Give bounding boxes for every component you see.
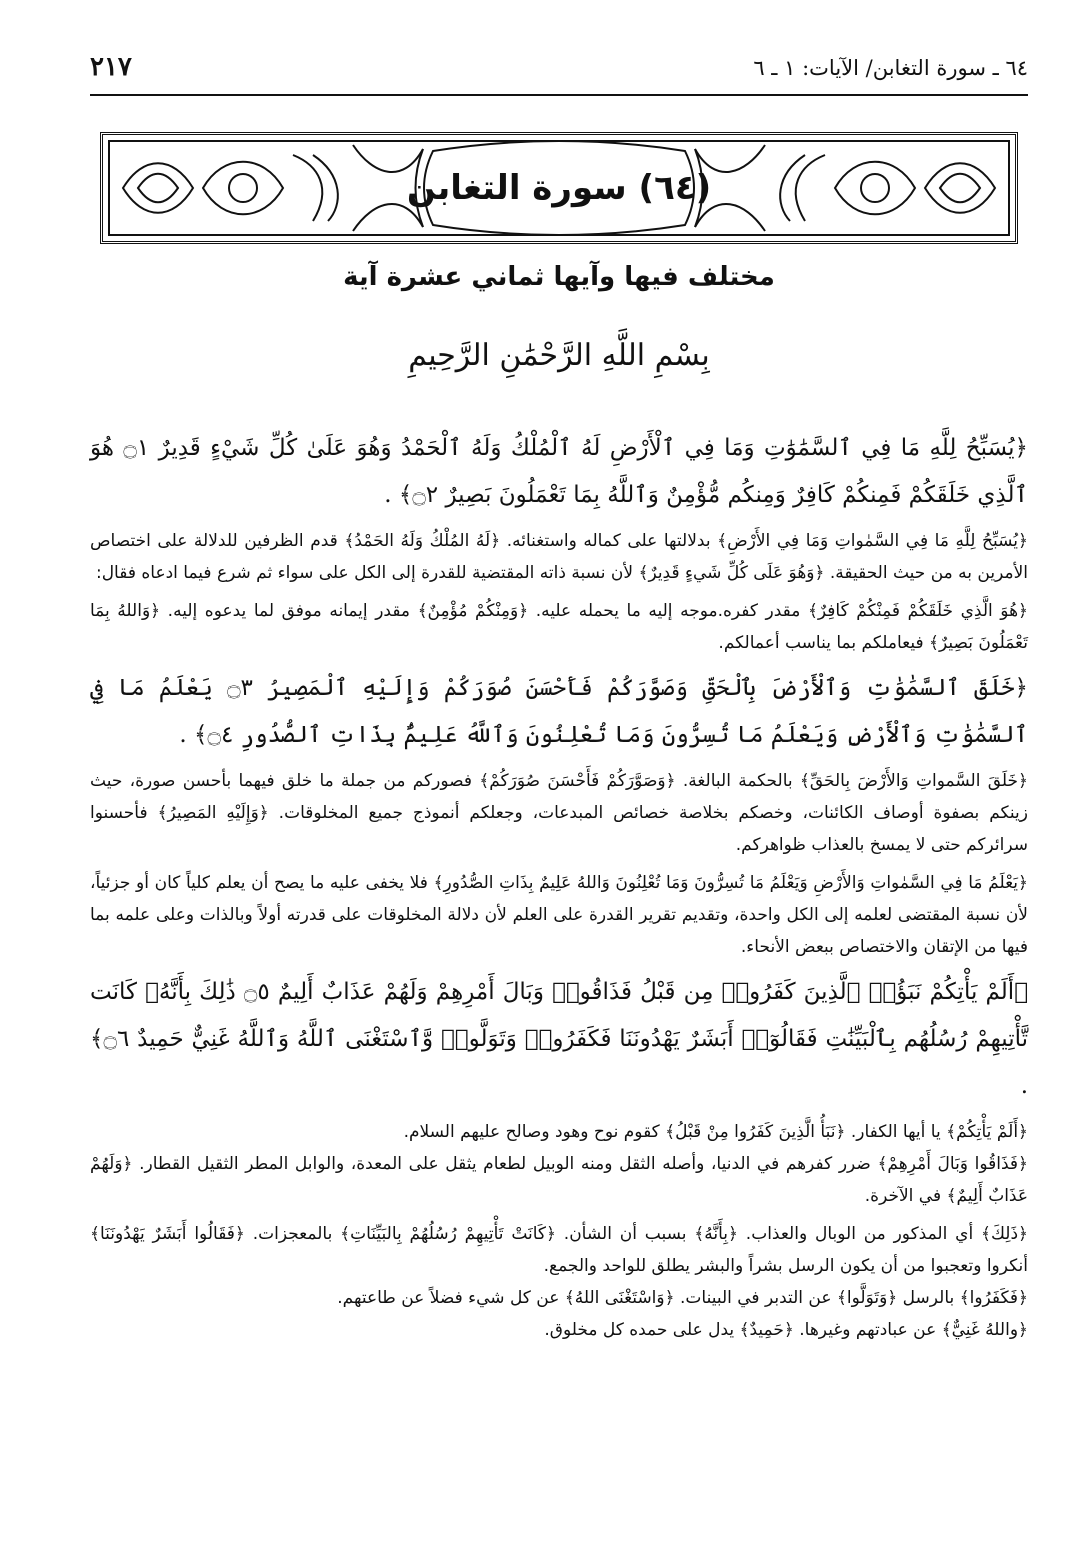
commentary-paragraph: ﴿هُوَ الَّذِي خَلَقَكُمْ فَمِنْكُمْ كَافِرٌ﴾ مقدر كفره.موجه إليه ما يحمله عليه. ﴿وَمِنْكُمْ مُؤْمِنٌ﴾ مقدر إيمانه موفق لما يدعوه إليه. ﴿وَاللهُ بِمَا تَعْمَلُونَ بَصِيرٌ﴾ فيعاملكم بما يناسب أعمالكم. [90, 601, 1028, 653]
commentary-paragraph: ﴿ذَلِكَ﴾ أي المذكور من الوبال والعذاب. ﴿بِأَنَّهُ﴾ بسبب أن الشأن. ﴿كَانَتْ تَأْتِيهِمْ رُسُلُهُمْ بِالبَيِّنَاتِ﴾ بالمعجزات. ﴿فَقَالُوا أَبَشَرٌ يَهْدُونَنَا﴾ أنكروا وتعجبوا من أن يكون الرسل بشراً والبشر يطلق للواحد والجمع. [90, 1224, 1028, 1276]
commentary-paragraph: ﴿يَعْلَمُ مَا فِي السَّمٰواتِ وَالأَرْضِ وَيَعْلَمُ مَا تُسِرُّونَ وَمَا تُعْلِنُونَ وَاللهُ عَلِيمٌ بِذَاتِ الصُّدُورِ﴾ فلا يخفى عليه ما يصح أن يعلم كلياً كان أو جزئياً، لأن نسبة المقتضى لعلمه إلى الكل واحدة، وتقديم تقرير القدرة على العلم لأن دلالة المخلوقات على قدرته أولاً وبالذات وعلى علمه بما فيها من الإتقان والاختصاص ببعض الأنحاء. [90, 873, 1028, 957]
commentary-paragraph: ﴿أَلَمْ يَأْتِكُمْ﴾ يا أيها الكفار. ﴿نَبَأُ الَّذِينَ كَفَرُوا مِنْ قَبْلُ﴾ كقوم نوح وهود وصالح عليهم السلام. [403, 1122, 1028, 1142]
commentary-block-3 [90, 1116, 1028, 1346]
commentary-block-2 [90, 765, 1028, 963]
running-head: ٦٤ ـ سورة التغابن/ الآيات: ١ ـ ٦ [753, 56, 1028, 80]
surah-subtitle: مختلف فيها وآيها ثماني عشرة آية [343, 262, 775, 292]
surah-title-banner [100, 132, 1018, 244]
commentary-paragraph: ﴿فَذَاقُوا وَبَالَ أَمْرِهِمْ﴾ ضرر كفرهم في الدنيا، وأصله الثقل ومنه الوبيل لطعام يثقل على المعدة، والوابل المطر الثقيل القطار. ﴿وَلَهُمْ عَذَابٌ أَلِيمٌ﴾ في الآخرة. [90, 1154, 1028, 1206]
basmala: بِسْمِ اللَّهِ الرَّحْمَٰنِ الرَّحِيمِ [408, 338, 710, 373]
verse-block-1: ﴿يُسَبِّحُ لِلَّهِ مَا فِي ٱلسَّمَٰوَٰتِ وَمَا فِي ٱلْأَرْضِ لَهُ ٱلْمُلْكُ وَلَهُ ٱلْحَمْدُ وَهُوَ عَلَىٰ كُلِّ شَيْءٍ قَدِيرٌ ۝١ هُوَ ٱلَّذِي خَلَقَكُمْ فَمِنكُمْ كَافِرٌ وَمِنكُم مُّؤْمِنٌ وَٱللَّهُ بِمَا تَعْمَلُونَ بَصِيرٌ ۝٢﴾ . [90, 435, 1028, 508]
commentary-paragraph: ﴿واللهُ غَنِيٌّ﴾ عن عبادتهم وغيرها. ﴿حَمِيدٌ﴾ يدل على حمده كل مخلوق. [544, 1320, 1028, 1340]
page-number: ٢١٧ [90, 52, 132, 82]
verse-block-2: ﴿خَلَقَ ٱلسَّمَٰوَٰتِ وَٱلْأَرْضَ بِٱلْحَقِّ وَصَوَّرَكُمْ فَأَحْسَنَ صُوَرَكُمْ وَإِلَيْهِ ٱلْمَصِيرُ ۝٣ يَعْلَمُ مَا فِي ٱلسَّمَٰوَٰتِ وَٱلْأَرْضِ وَيَعْلَمُ مَا تُسِرُّونَ وَمَا تُعْلِنُونَ وَٱللَّهُ عَلِيمٌۢ بِذَاتِ ٱلصُّدُورِ ۝٤﴾ . [90, 675, 1028, 748]
surah-title: (٦٤) سورة التغابن [406, 168, 712, 208]
commentary-paragraph: ﴿يُسَبِّحُ لِلَّهِ مَا فِي السَّمٰواتِ وَمَا فِي الأَرْضِ﴾ بدلالتها على كماله واستغنائه. ﴿لَهُ المُلْكُ وَلَهُ الحَمْدُ﴾ قدم الظرفين للدلالة على اختصاص الأمرين به من حيث الحقيقة. ﴿وَهُوَ عَلَى كُلِّ شَيءٍ قَدِيرٌ﴾ لأن نسبة ذاته المقتضية للقدرة إلى الكل على سواء ثم شرع فيما ادعاه فقال: [90, 531, 1028, 583]
page-header [90, 52, 1028, 96]
commentary-paragraph: ﴿خَلَقَ السَّمواتِ وَالأَرْضَ بِالحَقِّ﴾ بالحكمة البالغة. ﴿وَصَوَّرَكُمْ فَأَحْسَنَ صُوَرَكُمْ﴾ فصوركم من جملة ما خلق فيهما بأحسن صورة، حيث زينكم بصفوة أوصاف الكائنات، وخصكم بخلاصة خصائص المبدعات، وجعلكم أنموذج جميع المخلوقات. ﴿وَإِلَيْهِ المَصِيرُ﴾ فأحسنوا سرائركم حتى لا يمسخ بالعذاب ظواهركم. [90, 771, 1028, 855]
verse-block-3: ﴿أَلَمْ يَأْتِكُمْ نَبَؤُا۟ ٱلَّذِينَ كَفَرُوا۟ مِن قَبْلُ فَذَاقُوا۟ وَبَالَ أَمْرِهِمْ وَلَهُمْ عَذَابٌ أَلِيمٌ ۝٥ ذَٰلِكَ بِأَنَّهُۥ كَانَت تَّأْتِيهِمْ رُسُلُهُم بِٱلْبَيِّنَٰتِ فَقَالُوٓا۟ أَبَشَرٌ يَهْدُونَنَا فَكَفَرُوا۟ وَتَوَلَّوا۟ وَّٱسْتَغْنَى ٱللَّهُ وَٱللَّهُ غَنِيٌّ حَمِيدٌ ۝٦﴾ . [90, 979, 1028, 1099]
commentary-block-1 [90, 525, 1028, 659]
main-text [90, 425, 1028, 1352]
commentary-paragraph: ﴿فَكَفَرُوا﴾ بالرسل ﴿وَتَوَلَّوا﴾ عن التدبر في البينات. ﴿وَاسْتَغْنَى اللهُ﴾ عن كل شيء فضلاً عن طاعتهم. [337, 1288, 1028, 1308]
